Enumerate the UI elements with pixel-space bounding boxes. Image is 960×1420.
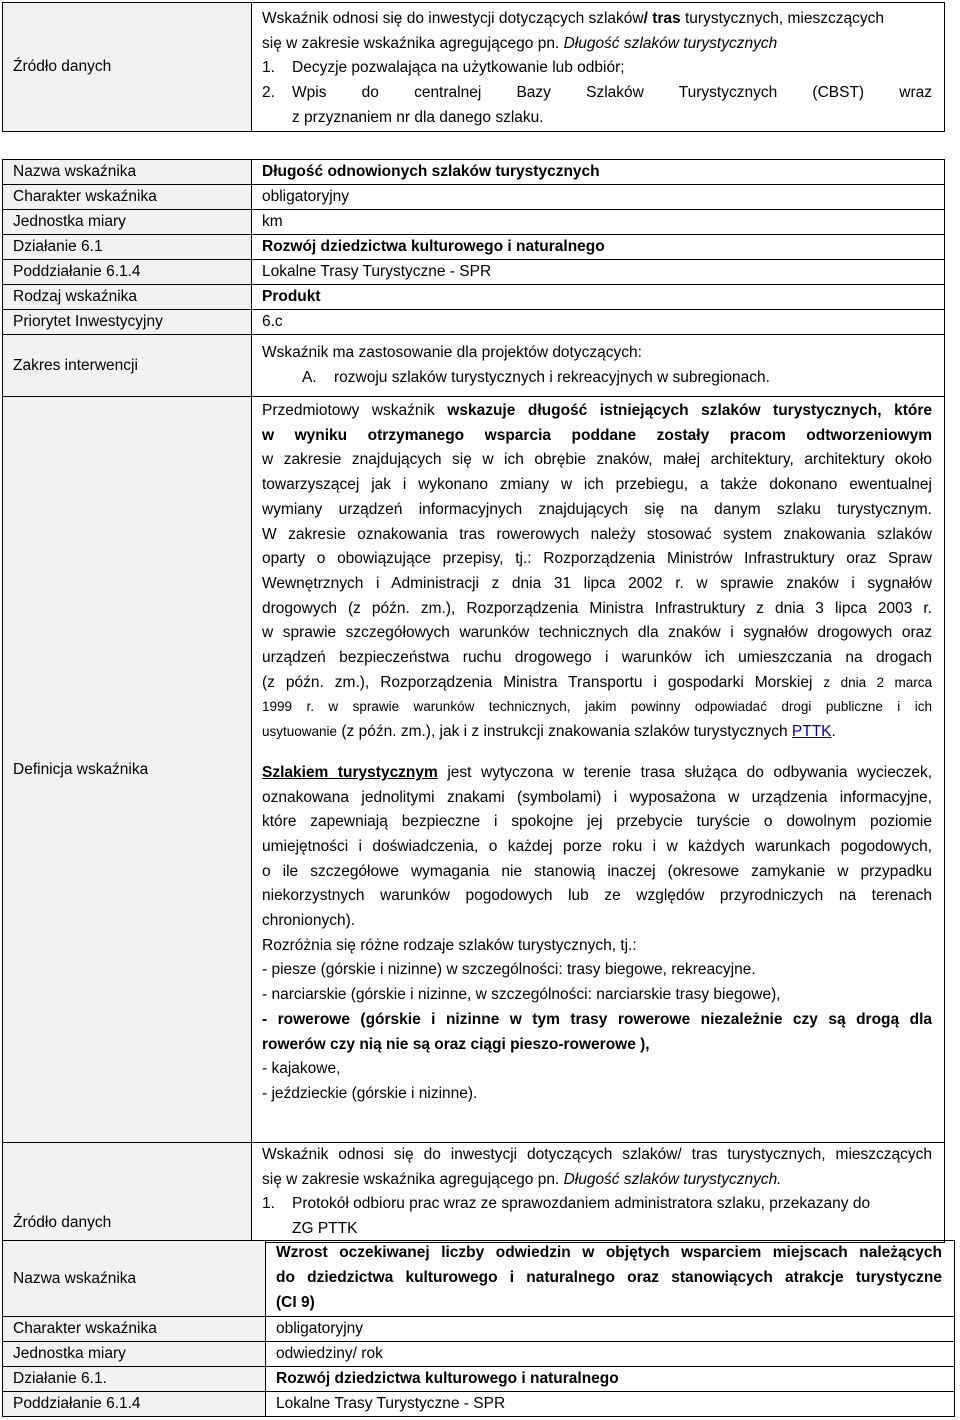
def-type-bike-2: rowerów czy nią nie są oraz ciągi pieszo-rowerowe ), <box>262 1035 650 1053</box>
scope-intro: Wskaźnik ma zastosowanie dla projektów dotyczących: <box>262 343 642 361</box>
source-list-item-1: 1. Decyzje pozwalająca na użytkowanie lub odbiór; <box>262 59 625 77</box>
row-label: Poddziałanie 6.1.4 <box>3 1392 266 1417</box>
indicator-action-value: Rozwój dziedzictwa kulturowego i naturalnego <box>252 235 945 260</box>
scope-value-cell <box>252 335 945 397</box>
def-p2-last: chronionych). <box>262 912 356 930</box>
previous-indicator-source-table <box>2 2 945 132</box>
def-p1-last-line: usytuowanie (z późn. zm.), jak i z instrukcji znakowania szlaków turystycznych PTTK. <box>262 723 836 741</box>
source-value-cell <box>252 3 945 132</box>
indicator-priority-value: 6.c <box>252 310 945 335</box>
def-type-kayak: - kajakowe, <box>262 1060 341 1078</box>
indicator-name-value: Długość odnowionych szlaków turystycznych <box>252 160 945 185</box>
scope-item-a: A. rozwoju szlaków turystycznych i rekreacyjnych w subregionach. <box>302 368 770 386</box>
source-label: Źródło danych <box>13 57 112 75</box>
def-p1-line: urządzeń bezpieczeństwa ruchu drogowego i warunków ich umieszczania na drogach <box>262 649 932 667</box>
row-label: Priorytet Inwestycyjny <box>3 310 252 335</box>
trail-term: Szlakiem turystycznym <box>262 763 438 781</box>
def-p1-line: drogowych (z późn. zm.), Rozporządzenia Ministra Infrastruktury z dnia 3 lipca 2003 r. <box>262 599 932 617</box>
def-types-intro: Rozróżnia się różne rodzaje szlaków turystycznych, tj.: <box>262 936 637 954</box>
source-list-item-2: 2. Wpis do centralnej Bazy Szlaków Turystycznych (CBST) wraz z przyznaniem nr dla danego szlaku. <box>262 84 932 126</box>
row-label: Charakter wskaźnika <box>3 1317 266 1342</box>
def-p2-line: niekorzystnych warunków pogodowych lub ze względów przyrodniczych na terenach <box>262 887 932 905</box>
def-p2-line: oznakowana jednolitymi znakami (symbolami) i wyposażona w urządzenia informacyjne, <box>262 788 932 806</box>
def-type-bike-1: - rowerowe (górskie i nizinne w tym trasy rowerowe niezależnie czy są drogą dla <box>262 1010 932 1028</box>
def-type-horse: - jeździeckie (górskie i nizinne). <box>262 1084 478 1102</box>
def-p1-line: w sprawie szczegółowych warunków technicznych dla znaków i sygnałów drogowych oraz <box>262 624 932 642</box>
def-p1-line-2: w wyniku otrzymanego wsparcia poddane zostały pracom odtworzeniowym <box>262 426 932 444</box>
indicator-type-value: Produkt <box>252 285 945 310</box>
def-p1-small-line: 1999 r. w sprawie warunków technicznych, jakim powinny odpowiadać drogi publiczne i ich <box>262 699 932 715</box>
def-p2-line: które zapewniają bezpieczne i spokojne jej przebycie turyście o dowolnym poziomie <box>262 813 932 831</box>
source2-label: Źródło danych <box>3 1143 252 1243</box>
indicator-character-value: obligatoryjny <box>252 185 945 210</box>
indicator-table-trail-length <box>2 159 945 1243</box>
def-p1-line: W zakresie oznakowania tras rowerowych należy stosować system znakowania szlaków <box>262 525 932 543</box>
def-p2-line: o ile szczegółowe wymagania nie stanowią inaczej (okresowe zamykanie w przypadku <box>262 862 932 880</box>
source-intro-line2: się w zakresie wskaźnika agregującego pn. Długość szlaków turystycznych <box>262 34 778 52</box>
def-p1-line: oparty o obowiązujące przepisy, tj.: Rozporządzenia Ministrów Infrastruktury oraz Spraw <box>262 550 932 568</box>
source2-value-cell <box>252 1143 945 1243</box>
ci9-name-label: Nazwa wskaźnika <box>3 1241 266 1317</box>
indicator-unit-value: km <box>252 210 945 235</box>
def-p1-line-with-small: (z późn. zm.), Rozporządzenia Ministra Transportu i gospodarki Morskiej z dnia 2 marca <box>262 673 932 691</box>
def-p2-line-1: Szlakiem turystycznym jest wytyczona w terenie trasa służąca do odbywania wycieczek, <box>262 763 933 781</box>
ci9-subaction-value: Lokalne Trasy Turystyczne - SPR <box>266 1392 955 1417</box>
def-p1-line: wymiany urządzeń informacyjnych znajdujących się na danym szlaku turystycznym. <box>262 500 932 518</box>
row-label: Rodzaj wskaźnika <box>3 285 252 310</box>
def-p1-line: Wewnętrznych i Administracji z dnia 31 lipca 2002 r. w sprawie znaków i sygnałów <box>262 574 932 592</box>
ci9-character-value: obligatoryjny <box>266 1317 955 1342</box>
ci9-unit-value: odwiedziny/ rok <box>266 1342 955 1367</box>
ci9-action-value: Rozwój dziedzictwa kulturowego i naturalnego <box>266 1367 955 1392</box>
def-p2-line: umiejętności i doświadczenia, o każdej porze roku i w każdych warunkach pogodowych, <box>262 837 932 855</box>
ci9-name-value: Wzrost oczekiwanej liczby odwiedzin w objętych wsparciem miejscach należących do dziedzictwa kulturowego i naturalnego oraz stanowiących atrakcje turystyczne (CI 9) <box>266 1241 955 1317</box>
row-label: Działanie 6.1. <box>3 1367 266 1392</box>
source2-list-item-1: 1. Protokół odbioru prac wraz ze sprawozdaniem administratora szlaku, przekazany do ZG PTTK <box>262 1195 871 1238</box>
row-label: Jednostka miary <box>3 210 252 235</box>
def-p1-line: towarzyszącej jak i wykonano zmiany w ich przebiegu, a także dokonano ewentualnej <box>262 476 932 494</box>
source2-line-1: Wskaźnik odnosi się do inwestycji dotyczących szlaków/ tras turystycznych, mieszczących <box>262 1146 932 1163</box>
source2-line-2: się w zakresie wskaźnika agregującego pn. Długość szlaków turystycznych. <box>262 1170 782 1188</box>
row-label: Charakter wskaźnika <box>3 185 252 210</box>
row-label: Działanie 6.1 <box>3 235 252 260</box>
indicator-subaction-value: Lokalne Trasy Turystyczne - SPR <box>252 260 945 285</box>
pttk-link[interactable]: PTTK <box>791 723 832 741</box>
source-intro-line1: Wskaźnik odnosi się do inwestycji dotyczących szlaków/ tras turystycznych, mieszczących <box>262 10 884 27</box>
row-label: Poddziałanie 6.1.4 <box>3 260 252 285</box>
def-p1-line-1: Przedmiotowy wskaźnik wskazuje długość istniejących szlaków turystycznych, które <box>262 402 932 419</box>
indicator-table-ci9 <box>2 1240 955 1417</box>
definition-value-cell <box>252 397 945 1143</box>
scope-label: Zakres interwencji <box>3 335 252 397</box>
def-type-ski: - narciarskie (górskie i nizinne, w szczególności: narciarskie trasy biegowe), <box>262 986 781 1004</box>
def-type-hiking: - piesze (górskie i nizinne) w szczególności: trasy biegowe, rekreacyjne. <box>262 961 756 979</box>
row-label: Jednostka miary <box>3 1342 266 1367</box>
source-label-cell <box>3 3 252 132</box>
row-label: Nazwa wskaźnika <box>3 160 252 185</box>
definition-label: Definicja wskaźnika <box>3 397 252 1143</box>
indicator-basic-rows <box>3 160 945 335</box>
def-p1-line: w zakresie znajdujących się w ich obrębie znaków, małej architektury, architektury około <box>262 451 932 469</box>
